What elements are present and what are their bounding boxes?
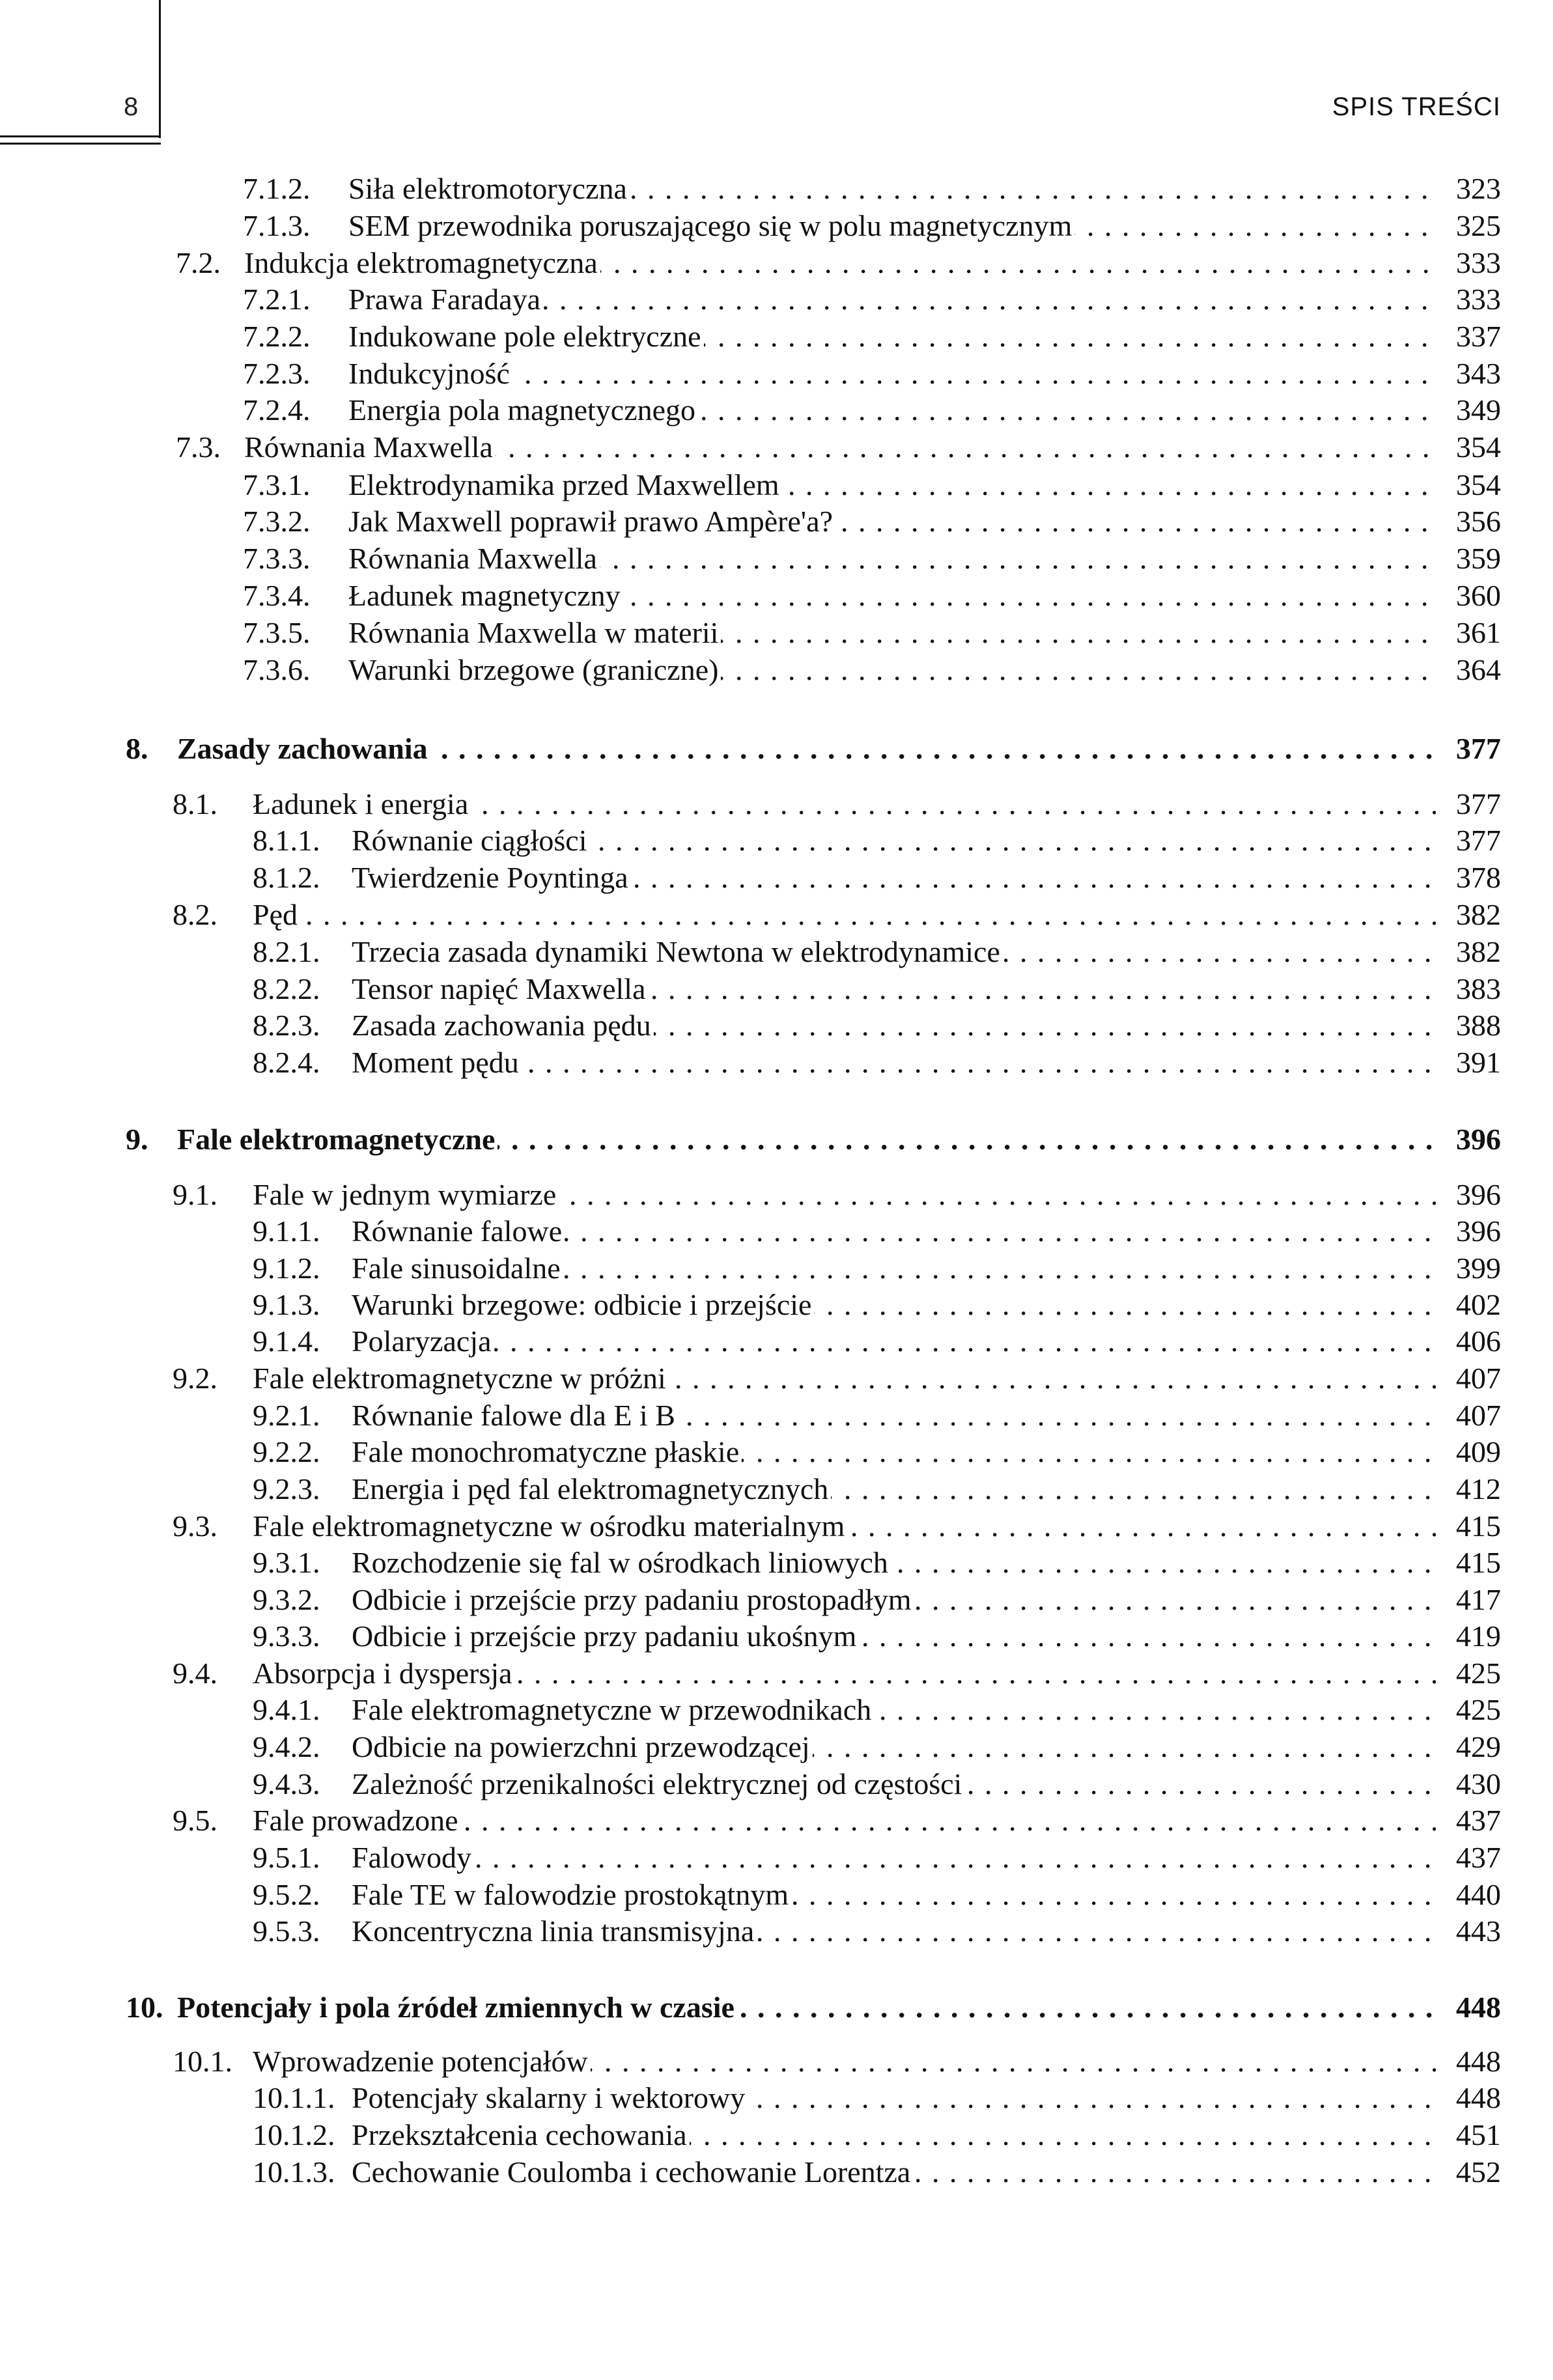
toc-entry-number: 7.1.2. bbox=[243, 172, 311, 205]
toc-entry-number: 9.3.1. bbox=[253, 1546, 320, 1579]
toc-entry-title bbox=[352, 1580, 1436, 1619]
toc-entry-title-text: Odbicie i przejście przy padaniu ukośnym bbox=[352, 1619, 859, 1653]
toc-entry-number: 10.1.3. bbox=[253, 2155, 335, 2189]
toc-entry-number: 9.4.2. bbox=[253, 1730, 320, 1763]
toc-entry-number: 9.5.2. bbox=[253, 1878, 320, 1911]
toc-entry-title-text: Absorpcja i dyspersja bbox=[253, 1657, 515, 1690]
toc-entry-title-text: Fale monochromatyczne płaskie bbox=[352, 1435, 742, 1468]
toc-entry-number: 7.2.2. bbox=[243, 320, 311, 353]
toc-entry-title-text: Równanie ciągłości bbox=[352, 824, 590, 857]
running-head: SPIS TREŚCI bbox=[1332, 92, 1501, 121]
toc-entry-number: 9.2. bbox=[173, 1362, 217, 1395]
toc-entry-title-text: Fale sinusoidalne bbox=[352, 1252, 563, 1285]
toc-entry-title bbox=[253, 1359, 1436, 1398]
toc-entry-title-text: SEM przewodnika poruszającego się w polu magnetycznym bbox=[348, 209, 1074, 242]
toc-entry[interactable] bbox=[0, 932, 1553, 972]
toc-entry[interactable] bbox=[0, 2116, 1553, 2155]
toc-entry[interactable] bbox=[0, 1690, 1553, 1729]
toc-entry-title bbox=[348, 169, 1436, 208]
toc-entry-page: 364 bbox=[1456, 653, 1501, 686]
toc-entry-title-text: Równanie falowe dla E i B bbox=[352, 1399, 678, 1432]
toc-entry-title-text: Indukcyjność bbox=[348, 357, 512, 390]
toc-entry-number: 10.1. bbox=[173, 2045, 232, 2078]
toc-entry-title bbox=[352, 1043, 1436, 1082]
toc-entry-title-text: Równania Maxwella bbox=[348, 542, 600, 575]
toc-entry-number: 8.2.1. bbox=[253, 935, 320, 968]
toc-entry-title bbox=[177, 1120, 1436, 1159]
toc-entry-title-text: Fale elektromagnetyczne w przewodnikach bbox=[352, 1693, 874, 1726]
toc-entry[interactable] bbox=[0, 1359, 1553, 1398]
toc-entry[interactable] bbox=[0, 1396, 1553, 1435]
toc-entry[interactable] bbox=[0, 1801, 1553, 1840]
toc-entry-title-text: Zależność przenikalności elektrycznej od częstości bbox=[352, 1767, 964, 1800]
toc-entry-page: 323 bbox=[1456, 172, 1501, 205]
toc-entry-page: 349 bbox=[1456, 393, 1501, 427]
toc-entry-title-text: Równania Maxwella bbox=[244, 430, 496, 464]
toc-entry[interactable] bbox=[0, 1212, 1553, 1251]
toc-entry-title-text: Fale elektromagnetyczne bbox=[177, 1123, 497, 1156]
toc-entry-number: 9.1.1. bbox=[253, 1214, 320, 1248]
toc-entry-number: 7.3.5. bbox=[243, 616, 311, 649]
toc-entry-page: 452 bbox=[1456, 2155, 1501, 2189]
toc-entry[interactable] bbox=[0, 354, 1553, 393]
toc-entry-number: 8.1.2. bbox=[253, 861, 320, 894]
toc-entry[interactable] bbox=[0, 391, 1553, 430]
toc-entry[interactable] bbox=[0, 1507, 1553, 1546]
toc-entry[interactable] bbox=[0, 1580, 1553, 1619]
toc-entry-page: 437 bbox=[1456, 1841, 1501, 1874]
toc-entry-page: 396 bbox=[1456, 1178, 1501, 1211]
toc-entry-page: 343 bbox=[1456, 357, 1501, 390]
toc-entry[interactable] bbox=[0, 244, 1553, 283]
toc-entry-page: 409 bbox=[1456, 1435, 1501, 1468]
toc-entry[interactable] bbox=[0, 1249, 1553, 1288]
toc-entry-title-text: Cechowanie Coulomba i cechowanie Lorentza bbox=[352, 2155, 913, 2189]
toc-entry-title bbox=[352, 1322, 1436, 1361]
toc-entry-title bbox=[348, 613, 1436, 652]
toc-entry[interactable] bbox=[0, 1543, 1553, 1582]
toc-entry-title-text: Falowody bbox=[352, 1841, 474, 1874]
toc-entry-page: 356 bbox=[1456, 505, 1501, 538]
toc-entry-title-text: Siła elektromotoryczna bbox=[348, 172, 630, 205]
toc-entry-page: 430 bbox=[1456, 1767, 1501, 1800]
toc-entry[interactable] bbox=[0, 1043, 1553, 1082]
toc-entry[interactable] bbox=[0, 970, 1553, 1009]
toc-entry-number: 7.3.6. bbox=[243, 653, 311, 686]
toc-entry-title-text: Równanie falowe bbox=[352, 1214, 565, 1248]
toc-entry-page: 396 bbox=[1456, 1214, 1501, 1248]
toc-entry-title bbox=[348, 576, 1436, 615]
toc-entry-number: 9.2.1. bbox=[253, 1399, 320, 1432]
toc-entry-title-text: Wprowadzenie potencjałów bbox=[253, 2045, 591, 2078]
toc-entry[interactable] bbox=[0, 206, 1553, 245]
header-rule bbox=[0, 143, 161, 145]
toc-entry-title bbox=[352, 932, 1436, 972]
toc-entry[interactable] bbox=[0, 1175, 1553, 1214]
toc-entry-title-text: Zasada zachowania pędu bbox=[352, 1009, 654, 1042]
toc-entry-page: 412 bbox=[1456, 1472, 1501, 1505]
toc-entry-number: 9.2.3. bbox=[253, 1472, 320, 1505]
toc-entry-title bbox=[348, 502, 1436, 541]
toc-entry-title bbox=[352, 1765, 1436, 1804]
toc-entry-title bbox=[253, 2042, 1436, 2081]
toc-entry-number: 7.2. bbox=[176, 246, 221, 279]
toc-entry-number: 8.1.1. bbox=[253, 824, 320, 857]
toc-entry-page: 333 bbox=[1456, 246, 1501, 279]
toc-entry[interactable] bbox=[0, 1654, 1553, 1693]
toc-entry-number: 9. bbox=[126, 1123, 148, 1156]
toc-entry-title-text: Tensor napięć Maxwella bbox=[352, 972, 649, 1005]
toc-entry-number: 9.4.1. bbox=[253, 1693, 320, 1726]
toc-entry[interactable] bbox=[0, 1617, 1553, 1656]
toc-entry[interactable] bbox=[0, 502, 1553, 541]
toc-entry-page: 425 bbox=[1456, 1693, 1501, 1726]
toc-entry-number: 8.2.2. bbox=[253, 972, 320, 1005]
toc-entry[interactable] bbox=[0, 785, 1553, 824]
toc-entry-page: 396 bbox=[1456, 1123, 1501, 1156]
toc-entry-title-text: Fale TE w falowodzie prostokątnym bbox=[352, 1878, 791, 1911]
toc-entry-title bbox=[253, 895, 1436, 934]
toc-entry-page: 388 bbox=[1456, 1009, 1501, 1042]
toc-entry-title-text: Jak Maxwell poprawił prawo Ampère'a? bbox=[348, 505, 835, 538]
toc-entry-page: 417 bbox=[1456, 1583, 1501, 1616]
toc-entry-title-text: Trzecia zasada dynamiki Newtona w elektrodynamice bbox=[352, 935, 1003, 968]
toc-entry[interactable] bbox=[0, 1433, 1553, 1472]
toc-entry[interactable] bbox=[0, 1006, 1553, 1045]
toc-entry-number: 7.3.4. bbox=[243, 579, 311, 612]
toc-entry-page: 437 bbox=[1456, 1804, 1501, 1837]
toc-entry[interactable] bbox=[0, 1285, 1553, 1324]
toc-entry-title bbox=[352, 1285, 1436, 1324]
toc-entry-page: 419 bbox=[1456, 1619, 1501, 1653]
toc-entry[interactable] bbox=[0, 169, 1553, 208]
toc-entry-title bbox=[348, 651, 1436, 690]
toc-entry-page: 443 bbox=[1456, 1914, 1501, 1948]
toc-entry-number: 7.2.3. bbox=[243, 357, 311, 390]
toc-entry-title bbox=[352, 1396, 1436, 1435]
toc-entry-title bbox=[244, 428, 1436, 467]
toc-entry-page: 360 bbox=[1456, 579, 1501, 612]
toc-chapter-entry[interactable] bbox=[0, 729, 1553, 768]
toc-entry-title-text: Elektrodynamika przed Maxwellem bbox=[348, 468, 782, 501]
toc-entry-title bbox=[177, 1988, 1436, 2027]
toc-entry[interactable] bbox=[0, 895, 1553, 934]
toc-entry-title bbox=[348, 391, 1436, 430]
toc-entry[interactable] bbox=[0, 576, 1553, 615]
toc-entry-title bbox=[253, 1507, 1436, 1546]
toc-entry-title bbox=[352, 970, 1436, 1009]
toc-entry-number: 10. bbox=[126, 1991, 163, 2024]
toc-entry-title-text: Polaryzacja bbox=[352, 1324, 494, 1358]
toc-entry-page: 361 bbox=[1456, 616, 1501, 649]
toc-entry-title bbox=[348, 354, 1436, 393]
toc-entry[interactable] bbox=[0, 1838, 1553, 1877]
toc-entry-page: 377 bbox=[1456, 732, 1501, 765]
toc-entry-title bbox=[244, 244, 1436, 283]
toc-entry[interactable] bbox=[0, 1875, 1553, 1914]
toc-entry[interactable] bbox=[0, 2153, 1553, 2192]
toc-entry-title-text: Równania Maxwella w materii bbox=[348, 616, 721, 649]
toc-entry[interactable] bbox=[0, 858, 1553, 897]
toc-entry[interactable] bbox=[0, 1912, 1553, 1951]
toc-entry-title bbox=[352, 1690, 1436, 1729]
toc-entry[interactable] bbox=[0, 651, 1553, 690]
toc-entry-title bbox=[352, 1838, 1436, 1877]
toc-entry-page: 448 bbox=[1456, 1991, 1501, 2024]
toc-entry-number: 9.1.4. bbox=[253, 1324, 320, 1358]
page-number: 8 bbox=[124, 92, 139, 121]
toc-entry[interactable] bbox=[0, 539, 1553, 578]
toc-entry-page: 429 bbox=[1456, 1730, 1501, 1763]
toc-entry-number: 9.5.3. bbox=[253, 1914, 320, 1948]
toc-entry-number: 7.2.1. bbox=[243, 283, 311, 316]
toc-entry[interactable] bbox=[0, 317, 1553, 356]
toc-entry-number: 7.3. bbox=[176, 430, 221, 464]
toc-entry-page: 333 bbox=[1456, 283, 1501, 316]
toc-entry-title-text: Pęd bbox=[253, 898, 300, 931]
toc-entry-title bbox=[352, 1875, 1436, 1914]
toc-entry-title-text: Indukcja elektromagnetyczna bbox=[244, 246, 600, 279]
toc-entry-title-text: Moment pędu bbox=[352, 1046, 522, 1079]
toc-entry-title bbox=[352, 1212, 1436, 1251]
toc-entry-number: 8.1. bbox=[173, 787, 217, 820]
toc-entry-title bbox=[352, 821, 1436, 860]
toc-entry-number: 10.1.1. bbox=[253, 2081, 335, 2114]
toc-entry-title-text: Ładunek magnetyczny bbox=[348, 579, 623, 612]
toc-entry-title bbox=[253, 1654, 1436, 1693]
toc-entry-number: 9.3. bbox=[173, 1509, 217, 1543]
toc-entry-title bbox=[352, 1249, 1436, 1288]
toc-entry-title bbox=[253, 1801, 1436, 1840]
toc-entry[interactable] bbox=[0, 1470, 1553, 1509]
toc-entry-title bbox=[352, 1433, 1436, 1472]
toc-entry-number: 9.4.3. bbox=[253, 1767, 320, 1800]
toc-entry-number: 9.3.2. bbox=[253, 1583, 320, 1616]
toc-entry-page: 359 bbox=[1456, 542, 1501, 575]
toc-entry-title bbox=[348, 317, 1436, 356]
toc-entry-title-text: Potencjały skalarny i wektorowy bbox=[352, 2081, 748, 2114]
toc-entry-number: 9.2.2. bbox=[253, 1435, 320, 1468]
toc-entry-number: 7.2.4. bbox=[243, 393, 311, 427]
toc-entry-page: 448 bbox=[1456, 2045, 1501, 2078]
toc-entry-title-text: Twierdzenie Poyntinga bbox=[352, 861, 631, 894]
toc-entry[interactable] bbox=[0, 1728, 1553, 1767]
toc-entry-page: 383 bbox=[1456, 972, 1501, 1005]
toc-entry-title-text: Warunki brzegowe (graniczne) bbox=[348, 653, 721, 686]
toc-entry-title-text: Odbicie i przejście przy padaniu prostopadłym bbox=[352, 1583, 914, 1616]
toc-chapter-entry[interactable] bbox=[0, 1120, 1553, 1159]
toc-entry-title-text: Zasady zachowania bbox=[177, 732, 430, 765]
toc-entry[interactable] bbox=[0, 1322, 1553, 1361]
toc-entry-number: 10.1.2. bbox=[253, 2118, 335, 2151]
toc-entry-title-text: Fale elektromagnetyczne w próżni bbox=[253, 1362, 669, 1395]
toc-entry-number: 9.1.3. bbox=[253, 1288, 320, 1321]
toc-entry-title bbox=[352, 1728, 1436, 1767]
toc-entry-number: 8.2.4. bbox=[253, 1046, 320, 1079]
toc-entry-page: 415 bbox=[1456, 1546, 1501, 1579]
toc-entry-title bbox=[348, 280, 1436, 319]
toc-entry-title bbox=[348, 206, 1436, 245]
toc-entry-number: 9.4. bbox=[173, 1657, 217, 1690]
toc-entry-page: 378 bbox=[1456, 861, 1501, 894]
toc-entry-number: 9.5. bbox=[173, 1804, 217, 1837]
toc-entry-title-text: Koncentryczna linia transmisyjna bbox=[352, 1914, 757, 1948]
toc-entry-page: 391 bbox=[1456, 1046, 1501, 1079]
toc-entry-page: 406 bbox=[1456, 1324, 1501, 1358]
toc-entry[interactable] bbox=[0, 280, 1553, 319]
toc-entry-title-text: Energia i pęd fal elektromagnetycznych bbox=[352, 1472, 831, 1505]
toc-entry-title-text: Potencjały i pola źródeł zmiennych w czasie bbox=[177, 1991, 737, 2024]
toc-entry-number: 7.3.3. bbox=[243, 542, 311, 575]
toc-entry-title bbox=[348, 466, 1436, 505]
toc-entry-number: 9.1. bbox=[173, 1178, 217, 1211]
toc-entry-title-text: Indukowane pole elektryczne bbox=[348, 320, 704, 353]
toc-entry-page: 407 bbox=[1456, 1399, 1501, 1432]
toc-entry-number: 8.2. bbox=[173, 898, 217, 931]
toc-entry-title bbox=[253, 1175, 1436, 1214]
toc-entry-page: 407 bbox=[1456, 1362, 1501, 1395]
toc-entry-title-text: Ładunek i energia bbox=[253, 787, 471, 820]
toc-entry-page: 425 bbox=[1456, 1657, 1501, 1690]
toc-entry-page: 354 bbox=[1456, 430, 1501, 464]
toc-entry-number: 8. bbox=[126, 732, 148, 765]
toc-entry-title bbox=[348, 539, 1436, 578]
toc-entry-number: 9.1.2. bbox=[253, 1252, 320, 1285]
toc-entry-page: 382 bbox=[1456, 898, 1501, 931]
toc-entry-title bbox=[177, 729, 1436, 768]
toc-entry-title-text: Rozchodzenie się fal w ośrodkach liniowych bbox=[352, 1546, 891, 1579]
toc-entry-title bbox=[253, 785, 1436, 824]
toc-entry-title bbox=[352, 1617, 1436, 1656]
toc-entry-title-text: Przekształcenia cechowania bbox=[352, 2118, 690, 2151]
toc-entry-page: 415 bbox=[1456, 1509, 1501, 1543]
toc-entry-number: 9.5.1. bbox=[253, 1841, 320, 1874]
toc-entry-title-text: Odbicie na powierzchni przewodzącej bbox=[352, 1730, 813, 1763]
toc-entry[interactable] bbox=[0, 466, 1553, 505]
toc-entry-title bbox=[352, 2079, 1436, 2118]
toc-entry-page: 402 bbox=[1456, 1288, 1501, 1321]
toc-entry[interactable] bbox=[0, 613, 1553, 652]
toc-entry-page: 448 bbox=[1456, 2081, 1501, 2114]
toc-entry[interactable] bbox=[0, 428, 1553, 467]
toc-entry-title-text: Prawa Faradaya bbox=[348, 283, 543, 316]
toc-entry-title bbox=[352, 1543, 1436, 1582]
toc-entry-title bbox=[352, 2153, 1436, 2192]
toc-entry-title bbox=[352, 2116, 1436, 2155]
toc-entry-title bbox=[352, 1470, 1436, 1509]
toc-entry-title-text: Fale w jednym wymiarze bbox=[253, 1178, 559, 1211]
toc-entry-number: 7.3.2. bbox=[243, 505, 311, 538]
toc-entry-title-text: Warunki brzegowe: odbicie i przejście bbox=[352, 1288, 814, 1321]
toc-entry-page: 337 bbox=[1456, 320, 1501, 353]
toc-entry-page: 451 bbox=[1456, 2118, 1501, 2151]
toc-entry-page: 377 bbox=[1456, 787, 1501, 820]
toc-entry-title-text: Energia pola magnetycznego bbox=[348, 393, 698, 427]
toc-entry-page: 399 bbox=[1456, 1252, 1501, 1285]
toc-entry[interactable] bbox=[0, 2079, 1553, 2118]
toc-entry-title bbox=[352, 1006, 1436, 1045]
toc-entry-page: 440 bbox=[1456, 1878, 1501, 1911]
header-rule bbox=[0, 135, 161, 137]
toc-entry-page: 377 bbox=[1456, 824, 1501, 857]
toc-entry-page: 354 bbox=[1456, 468, 1501, 501]
toc-entry-number: 7.1.3. bbox=[243, 209, 311, 242]
toc-chapter-entry[interactable] bbox=[0, 1988, 1553, 2027]
toc-entry-title bbox=[352, 858, 1436, 897]
toc-entry-number: 8.2.3. bbox=[253, 1009, 320, 1042]
toc-entry-page: 325 bbox=[1456, 209, 1501, 242]
toc-entry-title bbox=[352, 1912, 1436, 1951]
toc-entry[interactable] bbox=[0, 821, 1553, 860]
toc-entry[interactable] bbox=[0, 2042, 1553, 2081]
toc-entry[interactable] bbox=[0, 1765, 1553, 1804]
toc-entry-number: 7.3.1. bbox=[243, 468, 311, 501]
toc-entry-title-text: Fale elektromagnetyczne w ośrodku materialnym bbox=[253, 1509, 847, 1543]
toc-entry-title-text: Fale prowadzone bbox=[253, 1804, 461, 1837]
toc-entry-page: 382 bbox=[1456, 935, 1501, 968]
toc-entry-number: 9.3.3. bbox=[253, 1619, 320, 1653]
